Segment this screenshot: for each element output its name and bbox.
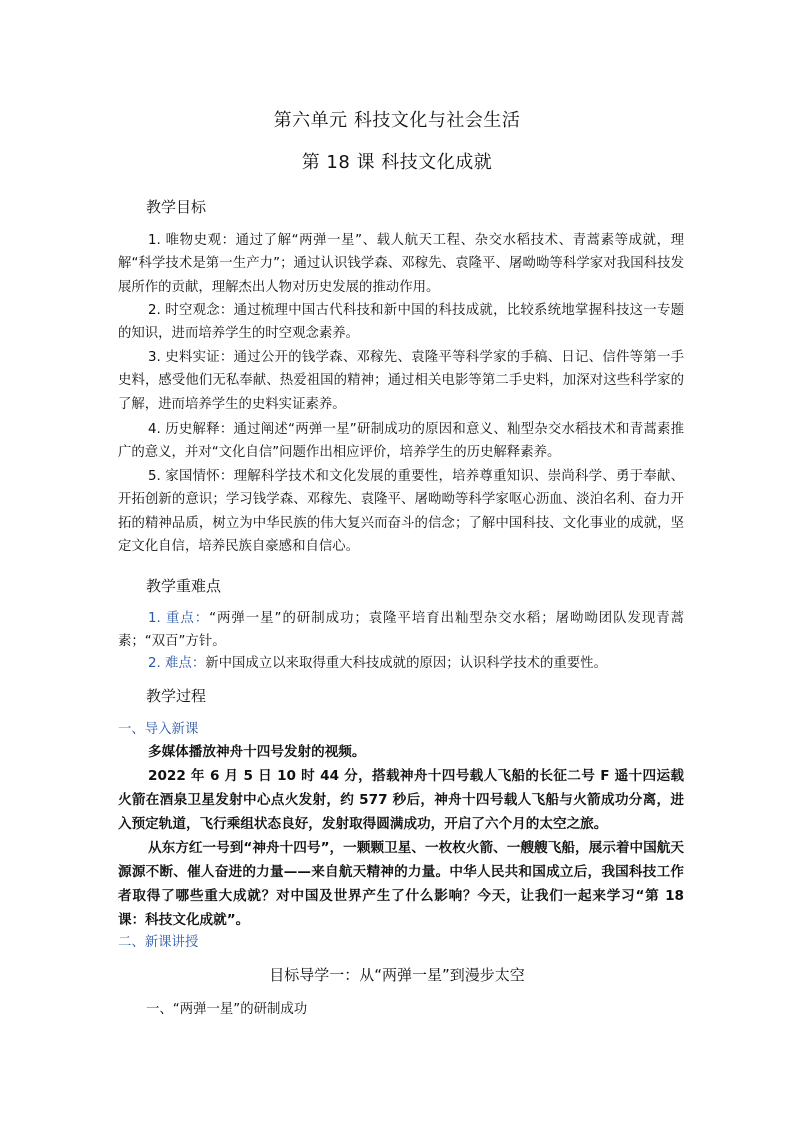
objective-item-1: 1. 唯物史观：通过了解“两弹一星”、载人航天工程、杂交水稻技术、青蒿素等成就，理解“科学技术是第一生产力”；通过认识钱学森、邓稼先、袁隆平、屠呦呦等科学家对我国科技发展所作的贡献，理解杰出人物对历史发展的推动作用。 [118, 233, 684, 295]
key-point-label: 1. 重点： [148, 611, 210, 626]
key-point-item [118, 607, 684, 654]
objective-item-3: 3. 史料实证：通过公开的钱学森、邓稼先、袁隆平等科学家的手稿、日记、信件等第一手史料，感受他们无私奉献、热爱祖国的精神；通过相关电影等第二手史料，加深对这些科学家的了解，进而培养学生的史料实证素养。 [118, 350, 684, 412]
process-heading: 教学过程 [146, 687, 207, 705]
lesson-title: 第 18 课 科技文化成就 [301, 152, 493, 173]
goal-title: 目标导学一：从“两弹一星”到漫步太空 [269, 966, 525, 984]
objective-item-2: 2. 时空观念：通过梳理中国古代科技和新中国的科技成就，比较系统地掌握科技这一专题的知识，进而培养学生的时空观念素养。 [118, 303, 684, 342]
key-point-text: “两弹一星”的研制成功；袁隆平培育出籼型杂交水稻；屠呦呦团队发现青蒿素；“双百”方针。 [118, 611, 684, 650]
key-points-heading: 教学重难点 [146, 577, 222, 595]
difficulty-text: 新中国成立以来取得重大科技成就的原因；认识科学技术的重要性。 [205, 656, 607, 671]
intro-paragraph-3: 从东方红一号到“神舟十四号”，一颗颗卫星、一枚枚火箭、一艘艘飞船，展示着中国航天源源不断、催人奋进的力量——来自航天精神的力量。中华人民共和国成立后，我国科技工作者取得了哪些重大成就？对中国及世界产生了什么影响？今天，让我们一起来学习“第 18 课：科技文化成就”。 [118, 840, 684, 928]
sub-heading: 一、“两弹一星”的研制成功 [146, 1002, 308, 1017]
part2-heading: 二、新课讲授 [118, 935, 199, 950]
intro-paragraph-2: 2022 年 6 月 5 日 10 时 44 分，搭载神舟十四号载人飞船的长征二号 F 遥十四运载火箭在酒泉卫星发射中心点火发射，约 577 秒后，神舟十四号载人飞船与火箭成功分离，进入预定轨道，飞行乘组状态良好，发射取得圆满成功，开启了六个月的太空之旅。 [118, 768, 684, 832]
unit-title: 第六单元 科技文化与社会生活 [273, 110, 521, 131]
objective-item-4: 4. 历史解释：通过阐述“两弹一星”研制成功的原因和意义、籼型杂交水稻技术和青蒿素推广的意义，并对“文化自信”问题作出相应评价，培养学生的历史解释素养。 [118, 422, 684, 461]
objectives-heading: 教学目标 [146, 198, 207, 216]
difficulty-item [118, 652, 684, 675]
intro-paragraph-1: 多媒体播放神舟十四号发射的视频。 [148, 744, 366, 760]
objective-item-5: 5. 家国情怀：理解科学技术和文化发展的重要性，培养尊重知识、崇尚科学、勇于奉献、开拓创新的意识；学习钱学森、邓稼先、袁隆平、屠呦呦等科学家呕心沥血、淡泊名利、奋力开拓的精神品质，树立为中华民族的伟大复兴而奋斗的信念；了解中国科技、文化事业的成就，坚定文化自信，培养民族自豪感和自信心。 [118, 469, 684, 555]
difficulty-label: 2. 难点： [148, 656, 206, 671]
part1-heading: 一、导入新课 [118, 722, 199, 737]
